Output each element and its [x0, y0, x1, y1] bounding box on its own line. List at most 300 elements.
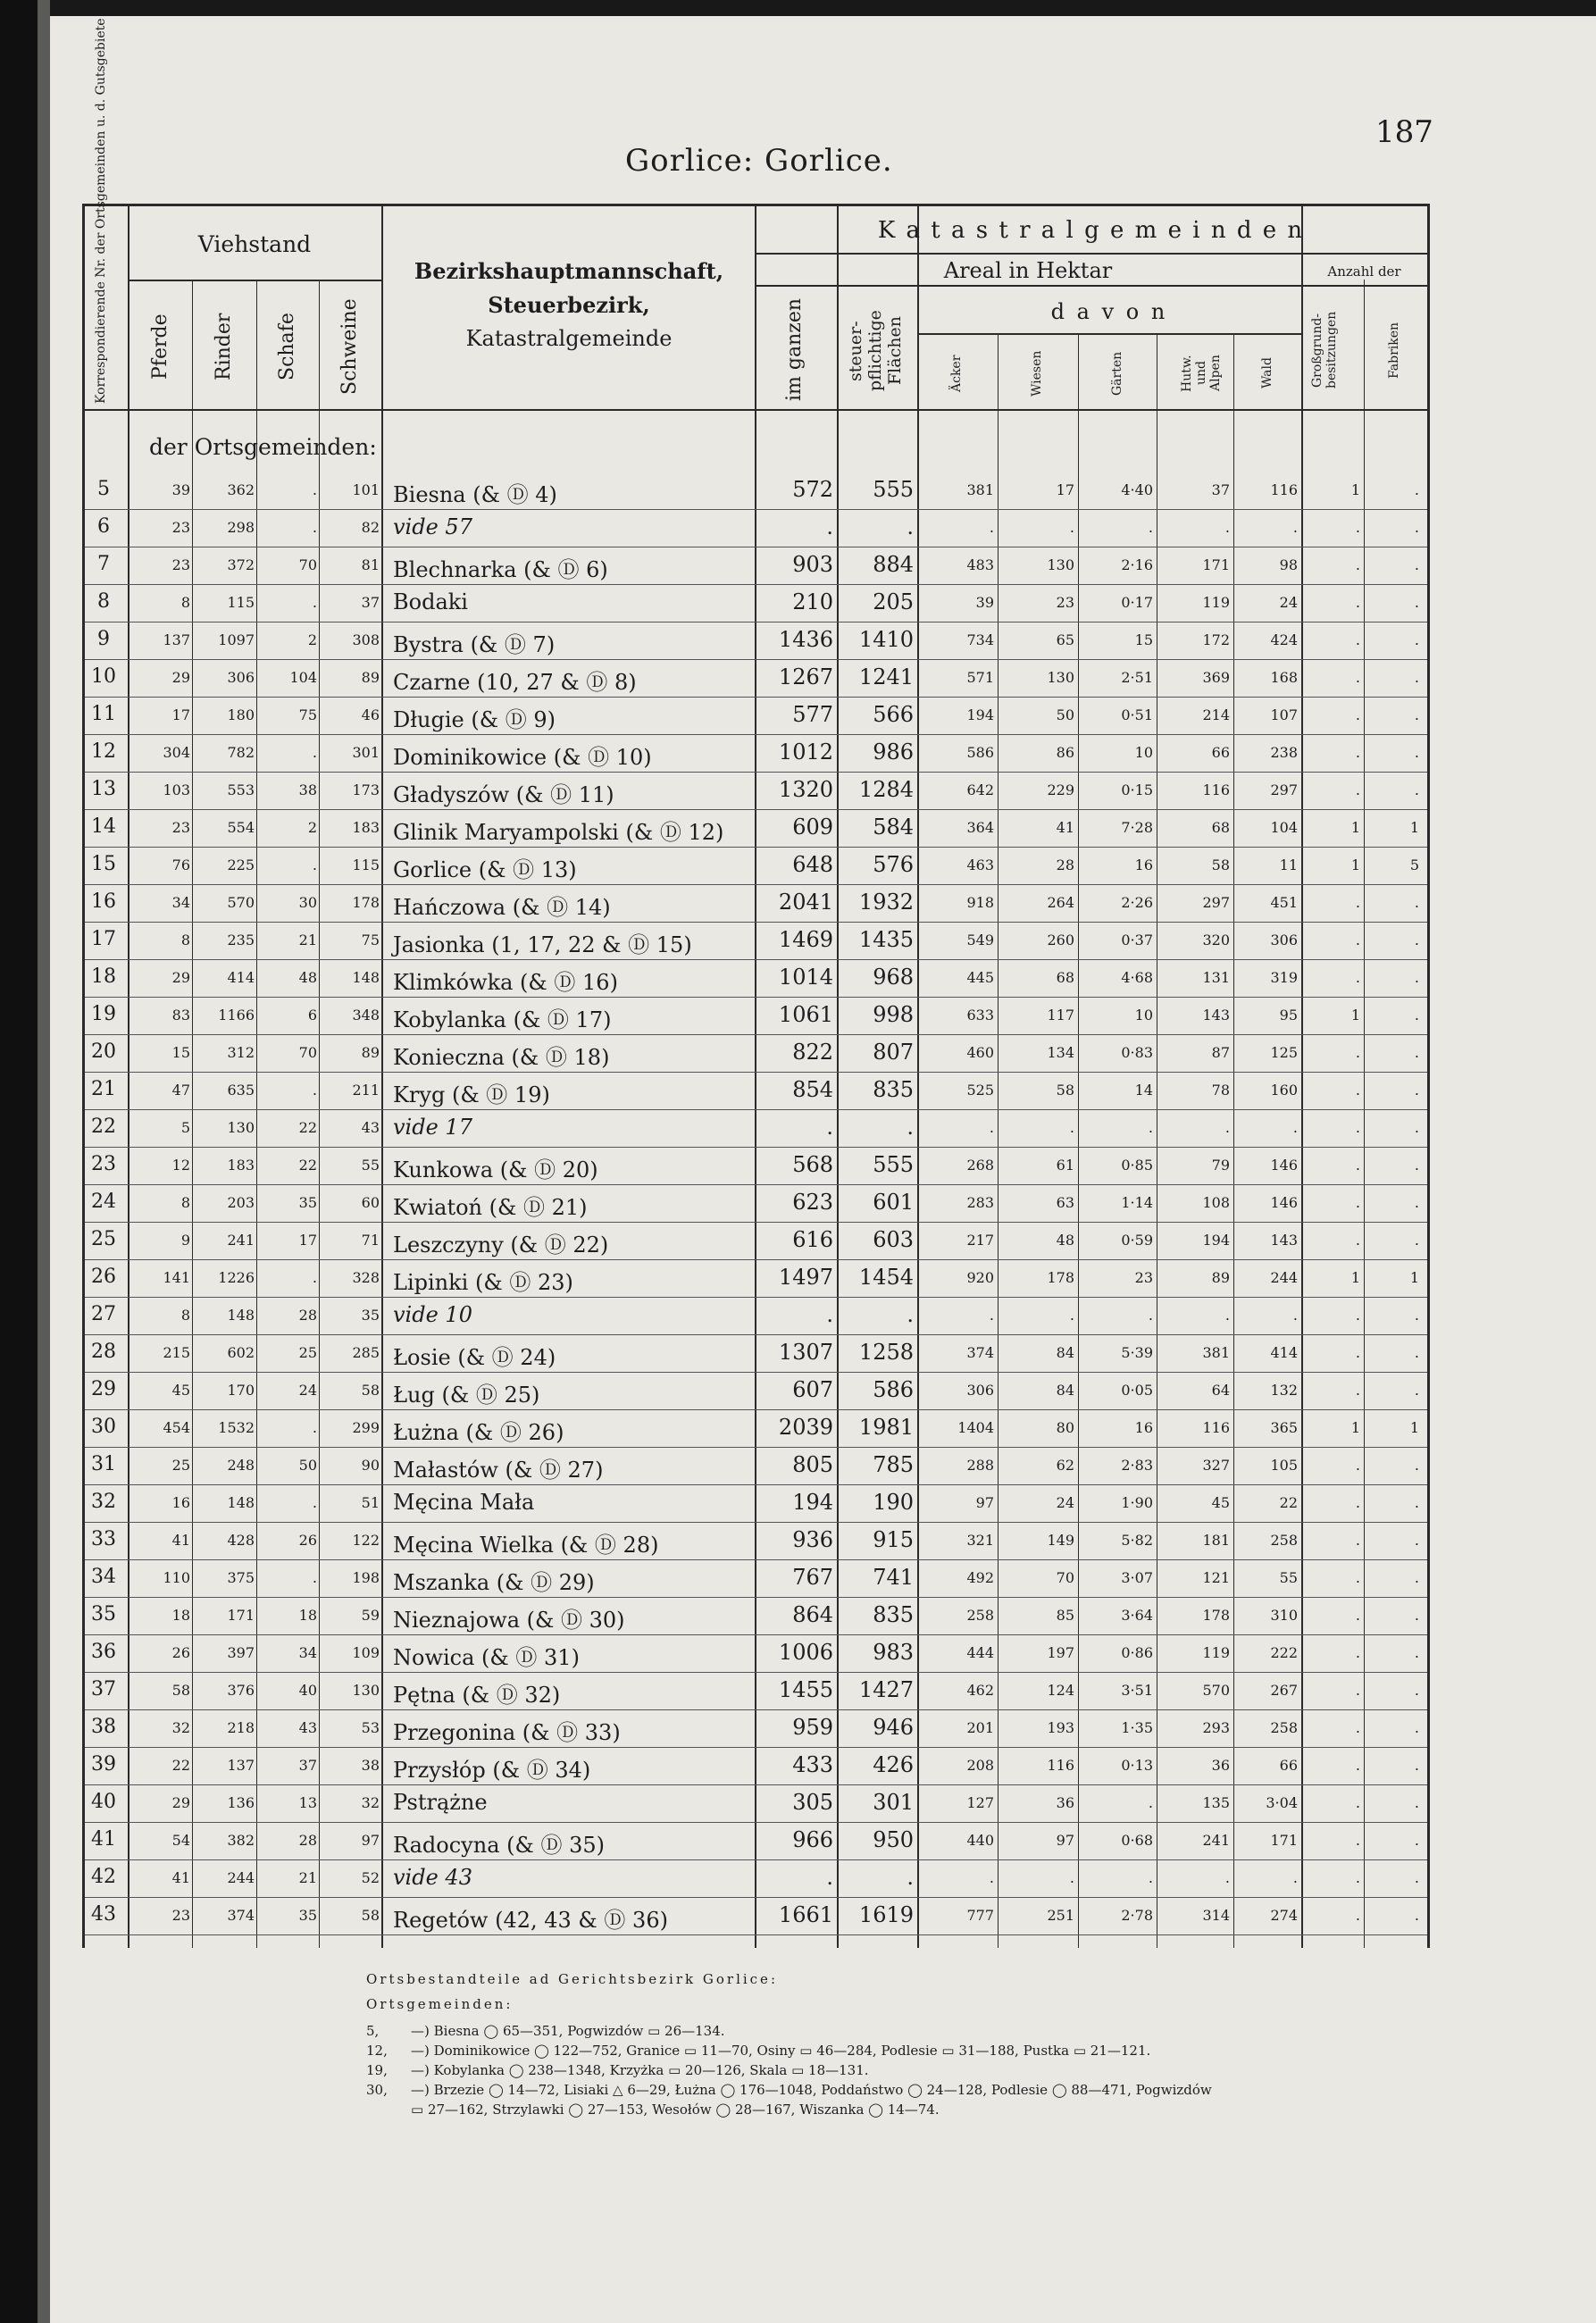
gemeinde-name: Lipinki (& Ⓓ 23)	[393, 1270, 573, 1295]
wald-cell: 105	[1270, 1457, 1298, 1474]
rinder-cell: 1166	[218, 1007, 255, 1024]
rinder-cell: 312	[227, 1044, 255, 1061]
rinder-cell: 362	[227, 481, 255, 498]
gemeinde-name: Mszanka (& Ⓓ 29)	[393, 1570, 595, 1595]
hutweiden-cell: 116	[1202, 781, 1230, 798]
wiesen-cell: 97	[1056, 1832, 1074, 1849]
table-row	[85, 1373, 1427, 1409]
grossgrund-cell: .	[1355, 631, 1360, 648]
hutweiden-cell: 178	[1202, 1607, 1230, 1624]
areal-header: Areal in Hektar	[943, 258, 1113, 283]
schafe-cell: 30	[298, 894, 317, 911]
footnote-subtitle: Ortsgemeinden:	[366, 1996, 514, 2012]
gemeinde-name: Męcina Wielka (& Ⓓ 28)	[393, 1533, 659, 1558]
im-ganzen-cell: 433	[792, 1752, 833, 1777]
steuer-cell: 1981	[858, 1415, 914, 1440]
gaerten-header: Gärten	[1110, 351, 1124, 396]
schweine-cell: 55	[361, 1157, 380, 1174]
pferde-cell: 22	[171, 1757, 190, 1774]
schweine-cell: 115	[352, 857, 380, 873]
schweine-cell: 52	[361, 1869, 380, 1886]
im-ganzen-cell: 607	[792, 1377, 833, 1402]
table-row	[85, 810, 1427, 847]
wiesen-cell: 61	[1056, 1157, 1074, 1174]
footnote-text: —) Biesna ◯ 65—351, Pogwizdów ▭ 26—134.	[411, 2023, 725, 2039]
table-row	[85, 1185, 1427, 1222]
pferde-cell: 5	[180, 1119, 190, 1136]
pferde-cell: 23	[171, 819, 190, 836]
wald-cell: 55	[1279, 1569, 1298, 1586]
rinder-cell: 137	[227, 1757, 255, 1774]
grossgrund-cell: .	[1355, 1157, 1360, 1174]
rinder-cell: 414	[227, 969, 255, 986]
schafe-cell: 28	[298, 1832, 317, 1849]
hutweiden-cell: 79	[1211, 1157, 1230, 1174]
wald-cell: 132	[1270, 1382, 1298, 1399]
schweine-cell: 109	[352, 1644, 380, 1661]
steuer-cell: 603	[873, 1227, 914, 1252]
footnote-line	[366, 2041, 1420, 2060]
wiesen-cell: 41	[1056, 819, 1074, 836]
table-row	[85, 1073, 1427, 1109]
im-ganzen-cell: 822	[792, 1040, 833, 1065]
steuer-cell: 1619	[858, 1902, 914, 1927]
table-row	[85, 472, 1427, 509]
row-number: 42	[91, 1866, 116, 1888]
hutweiden-cell: 194	[1202, 1232, 1230, 1249]
wiesen-cell: 197	[1047, 1644, 1074, 1661]
im-ganzen-cell: 2041	[778, 890, 833, 915]
wald-cell: 104	[1270, 819, 1298, 836]
wiesen-cell: 36	[1056, 1794, 1074, 1811]
table-row	[85, 1298, 1427, 1334]
wiesen-cell: 80	[1056, 1419, 1074, 1436]
aecker-cell: 525	[966, 1082, 994, 1099]
schweine-cell: 328	[352, 1269, 380, 1286]
wald-cell: .	[1292, 1119, 1298, 1136]
steuer-cell: 601	[873, 1190, 914, 1215]
rinder-cell: 148	[227, 1307, 255, 1324]
footnote-line	[366, 2100, 1420, 2119]
row-number: 40	[91, 1791, 116, 1813]
hutweiden-cell: 181	[1202, 1532, 1230, 1549]
gaerten-cell: .	[1148, 519, 1153, 536]
table-row	[85, 1560, 1427, 1597]
wald-cell: .	[1292, 519, 1298, 536]
wald-cell: 414	[1270, 1344, 1298, 1361]
footnote-text: —) Brzezie ◯ 14—72, Lisiaki △ 6—29, Łużna ◯ 176—1048, Poddaństwo ◯ 24—128, Podlesie ◯ 88—471, Pogwizdów	[411, 2082, 1212, 2098]
fabriken-cell: .	[1414, 1607, 1419, 1624]
aecker-cell: 268	[966, 1157, 994, 1174]
pferde-cell: 23	[171, 519, 190, 536]
kor-header: Korrespondierende Nr. der Ortsgemeinden u. d. Gutsgebiete	[94, 18, 108, 404]
hutweiden-cell: 37	[1211, 481, 1230, 498]
schafe-cell: 35	[298, 1194, 317, 1211]
gaerten-cell: 16	[1134, 1419, 1153, 1436]
steuer-cell: 983	[873, 1640, 914, 1665]
row-number: 38	[91, 1716, 116, 1738]
schweine-cell: 71	[361, 1232, 380, 1249]
row-number: 12	[91, 740, 116, 763]
table-row	[85, 547, 1427, 584]
schweine-cell: 97	[361, 1832, 380, 1849]
grossgrund-cell: 1	[1350, 1007, 1360, 1024]
wiesen-cell: 251	[1047, 1907, 1074, 1924]
wald-cell: .	[1292, 1307, 1298, 1324]
fabriken-cell: .	[1414, 1082, 1419, 1099]
aecker-cell: 97	[975, 1494, 994, 1511]
steuer-cell: 884	[873, 552, 914, 577]
im-ganzen-cell: 1455	[778, 1677, 833, 1702]
gaerten-cell: 1·35	[1121, 1719, 1153, 1736]
schafe-header: Schafe	[276, 313, 298, 380]
pferde-cell: 103	[163, 781, 190, 798]
aecker-cell: 445	[966, 969, 994, 986]
wiesen-cell: .	[1069, 1869, 1074, 1886]
gemeinde-name: Glinik Maryampolski (& Ⓓ 12)	[393, 820, 724, 845]
wald-cell: 310	[1270, 1607, 1298, 1624]
steuer-cell: 586	[873, 1377, 914, 1402]
grossgrund-cell: .	[1355, 594, 1360, 611]
aecker-cell: 492	[966, 1569, 994, 1586]
gemeinde-name: Ług (& Ⓓ 25)	[393, 1383, 540, 1408]
rinder-cell: 235	[227, 932, 255, 948]
row-number: 5	[97, 478, 110, 500]
pferde-cell: 215	[163, 1344, 190, 1361]
footnote-lines	[366, 2021, 1420, 2119]
row-number: 29	[91, 1378, 116, 1400]
rinder-cell: 782	[227, 744, 255, 761]
fabriken-cell: .	[1414, 781, 1419, 798]
schafe-cell: 21	[298, 932, 317, 948]
wald-cell: 98	[1279, 556, 1298, 573]
grossgrund-cell: .	[1355, 1644, 1360, 1661]
grossgrund-cell: .	[1355, 1532, 1360, 1549]
gemeinde-name: Łużna (& Ⓓ 26)	[393, 1420, 564, 1445]
fabriken-cell: .	[1414, 1232, 1419, 1249]
rinder-cell: 553	[227, 781, 255, 798]
aecker-header: Äcker	[949, 355, 964, 392]
gaerten-cell: 7·28	[1121, 819, 1153, 836]
fabriken-header: Fabriken	[1387, 322, 1401, 379]
steuer-cell: .	[907, 514, 914, 539]
wiesen-cell: 124	[1047, 1682, 1074, 1699]
schweine-cell: 348	[352, 1007, 380, 1024]
gemeinde-name: Łosie (& Ⓓ 24)	[393, 1345, 556, 1370]
schweine-cell: 130	[352, 1682, 380, 1699]
fabriken-cell: .	[1414, 1157, 1419, 1174]
table-row	[85, 660, 1427, 697]
im-ganzen-cell: 2039	[778, 1415, 833, 1440]
wiesen-cell: 193	[1047, 1719, 1074, 1736]
im-ganzen-cell: 305	[792, 1790, 833, 1815]
fabriken-cell: 5	[1409, 857, 1419, 873]
rinder-cell: 170	[227, 1382, 255, 1399]
pferde-cell: 18	[171, 1607, 190, 1624]
grossgrund-cell: .	[1355, 1232, 1360, 1249]
table-row	[85, 885, 1427, 922]
aecker-cell: 217	[966, 1232, 994, 1249]
wiesen-cell: 86	[1056, 744, 1074, 761]
wald-cell: 244	[1270, 1269, 1298, 1286]
grossgrund-cell: .	[1355, 1344, 1360, 1361]
rinder-cell: 136	[227, 1794, 255, 1811]
gemeinde-name: Klimkówka (& Ⓓ 16)	[393, 970, 618, 995]
pferde-cell: 23	[171, 556, 190, 573]
wiesen-cell: 229	[1047, 781, 1074, 798]
hutweiden-cell: 87	[1211, 1044, 1230, 1061]
gaerten-cell: 0·83	[1121, 1044, 1153, 1061]
grossgrund-cell: .	[1355, 556, 1360, 573]
gemeinde-name: Leszczyny (& Ⓓ 22)	[393, 1233, 609, 1258]
schafe-cell: .	[312, 1269, 317, 1286]
schafe-cell: .	[312, 519, 317, 536]
fabriken-cell: .	[1414, 481, 1419, 498]
gaerten-cell: 10	[1134, 744, 1153, 761]
row-number: 7	[97, 553, 110, 575]
im-ganzen-cell: 966	[792, 1827, 833, 1852]
table-row	[85, 1710, 1427, 1747]
gaerten-cell: 0·68	[1121, 1832, 1153, 1849]
schafe-cell: 22	[298, 1157, 317, 1174]
hutweiden-cell: 45	[1211, 1494, 1230, 1511]
fabriken-cell: .	[1414, 1344, 1419, 1361]
footnote-number: 5,	[366, 2023, 380, 2039]
grossgrund-header: Großgrund-besitzungen	[1310, 311, 1339, 389]
im-ganzen-cell: 1436	[778, 627, 833, 652]
pferde-cell: 8	[180, 1307, 190, 1324]
schafe-cell: 6	[307, 1007, 317, 1024]
row-number: 41	[91, 1828, 116, 1851]
schafe-cell: 24	[298, 1382, 317, 1399]
table-row	[85, 1823, 1427, 1859]
pferde-cell: 32	[171, 1719, 190, 1736]
schafe-cell: 21	[298, 1869, 317, 1886]
wald-cell: .	[1292, 1869, 1298, 1886]
schafe-cell: .	[312, 1494, 317, 1511]
wald-cell: 258	[1270, 1532, 1298, 1549]
row-number: 9	[97, 628, 110, 650]
fabriken-cell: .	[1414, 1194, 1419, 1211]
grossgrund-cell: .	[1355, 1869, 1360, 1886]
schafe-cell: 37	[298, 1757, 317, 1774]
schafe-cell: 34	[298, 1644, 317, 1661]
steuer-cell: 1284	[858, 777, 914, 802]
bezirk-header-2: Steuerbezirk,	[488, 292, 650, 318]
pferde-cell: 8	[180, 932, 190, 948]
gaerten-cell: 0·13	[1121, 1757, 1153, 1774]
schafe-cell: .	[312, 857, 317, 873]
gemeinde-name: vide 57	[393, 514, 472, 539]
im-ganzen-cell: 210	[792, 589, 833, 614]
table-row	[85, 1260, 1427, 1297]
pferde-cell: 41	[171, 1869, 190, 1886]
im-ganzen-cell: 1469	[778, 927, 833, 952]
schafe-cell: 50	[298, 1457, 317, 1474]
table-row	[85, 1860, 1427, 1897]
wald-cell: 3·04	[1266, 1794, 1298, 1811]
footnotes	[366, 1969, 1420, 2119]
steuer-cell: 584	[873, 815, 914, 840]
schafe-cell: 18	[298, 1607, 317, 1624]
im-ganzen-cell: .	[826, 1115, 833, 1140]
fabriken-cell: .	[1414, 1494, 1419, 1511]
row-number: 34	[91, 1566, 116, 1588]
footnote-text: —) Dominikowice ◯ 122—752, Granice ▭ 11—70, Osiny ▭ 46—284, Podlesie ▭ 31—188, Pustka ▭ 21—121.	[411, 2043, 1151, 2059]
gemeinde-name: Biesna (& Ⓓ 4)	[393, 482, 557, 507]
im-ganzen-cell: 805	[792, 1452, 833, 1477]
fabriken-cell: .	[1414, 631, 1419, 648]
wald-cell: 365	[1270, 1419, 1298, 1436]
schweine-cell: 43	[361, 1119, 380, 1136]
table-row	[85, 1523, 1427, 1559]
steuer-cell: 950	[873, 1827, 914, 1852]
header-rule	[755, 253, 1427, 255]
im-ganzen-header: im ganzen	[783, 297, 806, 401]
fabriken-cell: .	[1414, 706, 1419, 723]
gaerten-cell: 3·51	[1121, 1682, 1153, 1699]
gaerten-cell: 10	[1134, 1007, 1153, 1024]
fabriken-cell: .	[1414, 1644, 1419, 1661]
steuer-cell: 1454	[858, 1265, 914, 1290]
aecker-cell: 633	[966, 1007, 994, 1024]
aecker-cell: 918	[966, 894, 994, 911]
im-ganzen-cell: 903	[792, 552, 833, 577]
row-number: 11	[91, 703, 116, 725]
im-ganzen-cell: 623	[792, 1190, 833, 1215]
hutweiden-cell: 171	[1202, 556, 1230, 573]
steuer-cell: .	[907, 1115, 914, 1140]
hutweiden-cell: 314	[1202, 1907, 1230, 1924]
gaerten-cell: 2·16	[1121, 556, 1153, 573]
hutweiden-cell: 68	[1211, 819, 1230, 836]
aecker-cell: 201	[966, 1719, 994, 1736]
rinder-cell: 130	[227, 1119, 255, 1136]
gaerten-cell: 0·85	[1121, 1157, 1153, 1174]
wiesen-cell: 134	[1047, 1044, 1074, 1061]
wiesen-cell: .	[1069, 1119, 1074, 1136]
wald-cell: 267	[1270, 1682, 1298, 1699]
hutweiden-cell: 64	[1211, 1382, 1230, 1399]
gaerten-cell: .	[1148, 1307, 1153, 1324]
wiesen-cell: 48	[1056, 1232, 1074, 1249]
im-ganzen-cell: 1012	[778, 740, 833, 765]
hutweiden-cell: 108	[1202, 1194, 1230, 1211]
table-row	[85, 1148, 1427, 1184]
steuer-cell: 301	[873, 1790, 914, 1815]
fabriken-cell: .	[1414, 1832, 1419, 1849]
table-row	[85, 1673, 1427, 1709]
hutweiden-cell: 116	[1202, 1419, 1230, 1436]
gaerten-cell: .	[1148, 1119, 1153, 1136]
gemeinde-name: Gładyszów (& Ⓓ 11)	[393, 782, 614, 807]
schweine-cell: 211	[352, 1082, 380, 1099]
wiesen-cell: 84	[1056, 1382, 1074, 1399]
grossgrund-cell: .	[1355, 519, 1360, 536]
wald-cell: 222	[1270, 1644, 1298, 1661]
gaerten-cell: 0·59	[1121, 1232, 1153, 1249]
gemeinde-name: Małastów (& Ⓓ 27)	[393, 1458, 604, 1483]
table-row	[85, 623, 1427, 659]
gaerten-cell: 3·07	[1121, 1569, 1153, 1586]
gemeinde-name: Męcina Mała	[393, 1490, 535, 1515]
rinder-cell: 148	[227, 1494, 255, 1511]
pferde-cell: 16	[171, 1494, 190, 1511]
grossgrund-cell: .	[1355, 1082, 1360, 1099]
table-row	[85, 1898, 1427, 1934]
schweine-cell: 101	[352, 481, 380, 498]
scan-edge-shadow	[38, 0, 50, 2323]
grossgrund-cell: .	[1355, 781, 1360, 798]
pferde-cell: 26	[171, 1644, 190, 1661]
pferde-cell: 39	[171, 481, 190, 498]
fabriken-cell: .	[1414, 1794, 1419, 1811]
fabriken-cell: .	[1414, 1869, 1419, 1886]
footnote-number: 30,	[366, 2082, 388, 2098]
fabriken-cell: .	[1414, 1382, 1419, 1399]
rinder-cell: 171	[227, 1607, 255, 1624]
wald-cell: 22	[1279, 1494, 1298, 1511]
grossgrund-cell: .	[1355, 1682, 1360, 1699]
schweine-cell: 37	[361, 594, 380, 611]
table-row	[85, 773, 1427, 809]
aecker-cell: 586	[966, 744, 994, 761]
schafe-cell: 43	[298, 1719, 317, 1736]
grossgrund-cell: .	[1355, 1194, 1360, 1211]
wiesen-cell: 70	[1056, 1569, 1074, 1586]
hutweiden-cell: .	[1224, 1119, 1230, 1136]
fabriken-cell: .	[1414, 1307, 1419, 1324]
fabriken-cell: .	[1414, 1007, 1419, 1024]
schweine-cell: 89	[361, 669, 380, 686]
wiesen-cell: 63	[1056, 1194, 1074, 1211]
row-number: 37	[91, 1678, 116, 1700]
schafe-cell: .	[312, 1419, 317, 1436]
steuer-cell: 968	[873, 965, 914, 990]
im-ganzen-cell: 1006	[778, 1640, 833, 1665]
im-ganzen-cell: .	[826, 514, 833, 539]
gaerten-cell: 15	[1134, 631, 1153, 648]
fabriken-cell: .	[1414, 1757, 1419, 1774]
table-row	[85, 510, 1427, 547]
table-row	[85, 1748, 1427, 1784]
schafe-cell: 26	[298, 1532, 317, 1549]
aecker-cell: 127	[966, 1794, 994, 1811]
pferde-cell: 25	[171, 1457, 190, 1474]
steuer-cell: 741	[873, 1565, 914, 1590]
rinder-cell: 1097	[218, 631, 255, 648]
pferde-cell: 8	[180, 594, 190, 611]
pferde-cell: 83	[171, 1007, 190, 1024]
aecker-cell: 194	[966, 706, 994, 723]
grossgrund-cell: .	[1355, 1719, 1360, 1736]
row-number: 43	[91, 1903, 116, 1926]
grossgrund-cell: .	[1355, 894, 1360, 911]
hutweiden-cell: 36	[1211, 1757, 1230, 1774]
gemeinde-name: Radocyna (& Ⓓ 35)	[393, 1833, 606, 1858]
fabriken-cell: .	[1414, 1569, 1419, 1586]
pferde-cell: 45	[171, 1382, 190, 1399]
fabriken-cell: .	[1414, 1682, 1419, 1699]
fabriken-cell: .	[1414, 519, 1419, 536]
schweine-cell: 35	[361, 1307, 380, 1324]
gemeinde-name: Gorlice (& Ⓓ 13)	[393, 857, 577, 882]
hutweiden-cell: 293	[1202, 1719, 1230, 1736]
bezirk-header-1: Bezirkshauptmannschaft,	[414, 258, 724, 284]
steuer-cell: 1932	[858, 890, 914, 915]
hutweiden-cell: 297	[1202, 894, 1230, 911]
schweine-cell: 301	[352, 744, 380, 761]
